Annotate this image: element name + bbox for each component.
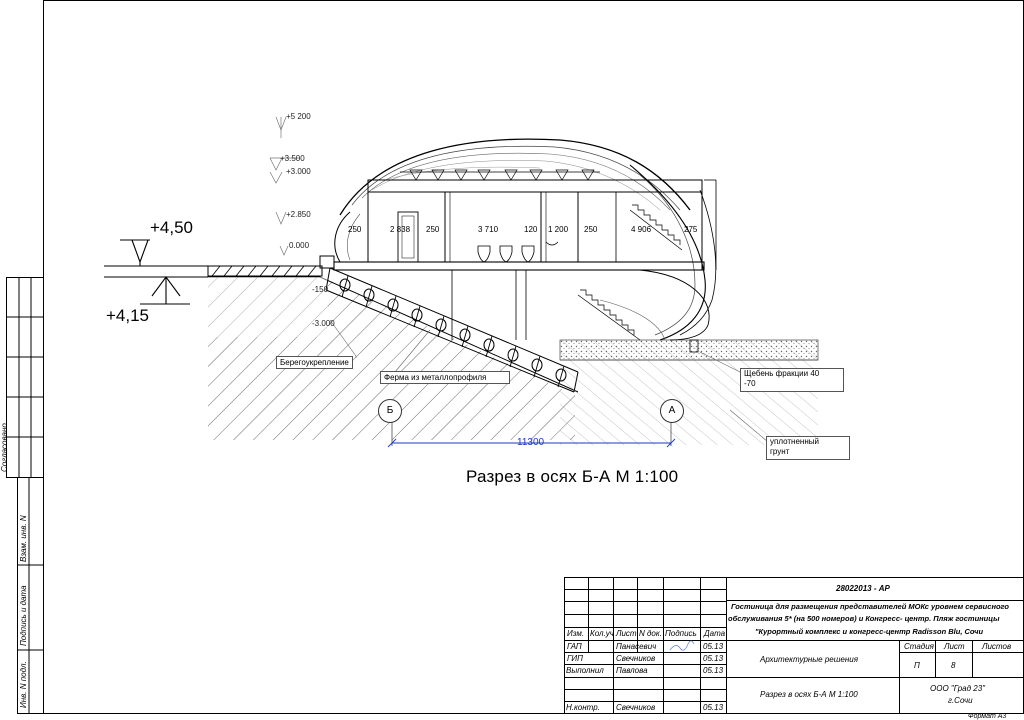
side-stamp-frame xyxy=(7,278,44,714)
axis-marker-a: А xyxy=(660,399,684,423)
sheet-value: 8 xyxy=(951,661,956,670)
drawing-name: Разрез в осях Б-А М 1:100 xyxy=(760,690,858,699)
side-stamp-agreed: Согласовано xyxy=(0,423,9,472)
row-role: Н.контр. xyxy=(566,703,600,712)
sheet-format: Формат А3 xyxy=(968,713,1007,720)
row-date: 05.13 xyxy=(703,703,724,712)
callout-gravel xyxy=(740,368,844,392)
dimension-label: 3 710 xyxy=(478,225,499,234)
sheet-label: Лист xyxy=(944,642,965,651)
dimension-label: 250 xyxy=(426,225,440,234)
row-date: 05.13 xyxy=(703,666,724,675)
level-top-label: +4,50 xyxy=(150,218,194,237)
level-label: +5 200 xyxy=(286,112,311,121)
col-header: N док. xyxy=(639,629,662,638)
row-name: Свечников xyxy=(616,703,656,712)
level-label: 0.000 xyxy=(289,241,310,250)
side-stamp-inv-orig: Инв. N подл. xyxy=(19,661,28,708)
axis-marker-b: Б xyxy=(378,399,402,423)
overall-dimension: 11300 xyxy=(517,437,545,448)
dimension-label: 120 xyxy=(524,225,538,234)
project-line2: обслуживания 5* (на 500 номеров) и Конгресс- центр. Пляж гостиницы xyxy=(728,614,1000,623)
dimension-label: 4 906 xyxy=(631,225,652,234)
organization: ООО "Град 23" xyxy=(930,684,986,693)
col-header: Лист xyxy=(616,629,637,638)
row-date: 05.13 xyxy=(703,654,724,663)
callout-gravel-line2: -70 xyxy=(744,379,756,388)
dimension-label: 275 xyxy=(684,225,698,234)
col-header: Изм. xyxy=(567,629,585,638)
col-header: Подпись xyxy=(665,629,697,638)
project-line3: "Курортный комплекс и конгресс-центр Radisson Blu, Сочи xyxy=(755,627,984,636)
callout-soil-line2: грунт xyxy=(770,447,790,456)
level-marks xyxy=(270,117,300,255)
row-role: Выполнил xyxy=(566,666,604,675)
side-stamp-inv-replace: Взам. инв. N xyxy=(19,515,28,562)
section-name: Архитектурные решения xyxy=(760,655,858,664)
level-label: -150 xyxy=(312,285,329,294)
drawing-caption: Разрез в осях Б-А М 1:100 xyxy=(466,467,679,486)
row-role: ГИП xyxy=(567,654,583,663)
row-name: Павлова xyxy=(616,666,648,675)
callout-soil-line1: уплотненный xyxy=(770,437,819,446)
level-label: +3.000 xyxy=(286,167,311,176)
row-role: ГАП xyxy=(567,642,582,651)
sheets-label: Листов xyxy=(982,642,1012,651)
dimension-label: 1 200 xyxy=(548,225,569,234)
side-stamp-sign-date: Подпись и дата xyxy=(19,585,28,646)
level-label: -3.000 xyxy=(312,319,335,328)
callout-soil xyxy=(766,436,850,460)
level-label: +2.850 xyxy=(286,210,311,219)
project-line1: Гостиница для размещения представителей МОКс уровнем сервисного xyxy=(731,602,1009,611)
level-label: +3.500 xyxy=(280,154,305,163)
callout-truss: Ферма из металлопрофиля xyxy=(380,371,510,384)
col-header: Дата xyxy=(704,629,726,638)
callout-shore-protection: Берегоукрепление xyxy=(276,356,353,369)
level-bottom-label: +4,15 xyxy=(106,306,150,325)
dimension-label: 2 838 xyxy=(390,225,411,234)
callout-gravel-line1: Щебень фракции 40 xyxy=(744,369,820,378)
row-name: Панасевич xyxy=(616,642,657,651)
document-code: 28022013 - АР xyxy=(836,584,890,593)
row-name: Свечников xyxy=(616,654,656,663)
stage-value: П xyxy=(914,661,920,670)
row-date: 05.13 xyxy=(703,642,724,651)
dimension-label: 250 xyxy=(348,225,362,234)
dimension-label: 250 xyxy=(584,225,598,234)
organization-city: г.Сочи xyxy=(948,696,973,705)
col-header: Кол.уч xyxy=(590,629,614,638)
stage-label: Стадия xyxy=(904,642,934,651)
